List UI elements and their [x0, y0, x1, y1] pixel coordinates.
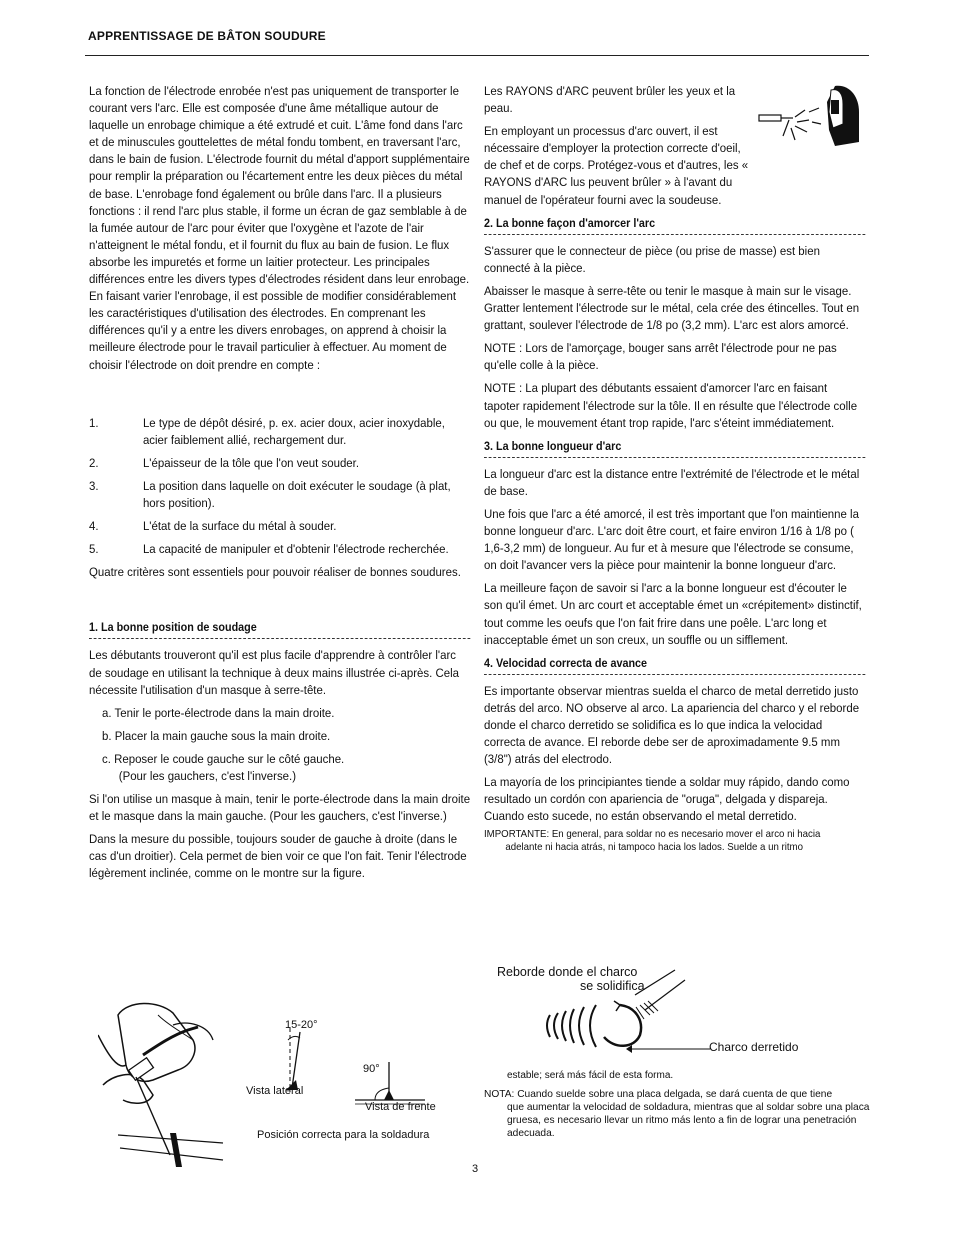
step-c-text: c. Reposer le coude gauche sur le côté gauche.	[102, 751, 345, 766]
section-1-title: 1. La bonne position de soudage	[89, 621, 257, 635]
section-2-note: NOTE : Lors de l'amorçage, bouger sans arrêt l'électrode pour ne pas qu'elle colle à la pièce.	[484, 341, 837, 373]
section-3-paragraph: La longueur d'arc est la distance entre l'extrémité de l'électrode et le métal de base.	[484, 466, 860, 498]
arc-rays-warning-icon	[757, 82, 862, 152]
page-header: APPRENTISSAGE DE BÂTON SOUDURE	[88, 29, 326, 43]
bead-label-line-1: Reborde donde el charco	[497, 965, 638, 979]
section-2-paragraph: S'assurer que le connecteur de pièce (ou prise de masse) est bien connecté à la pièce.	[484, 243, 820, 275]
section-1-paragraph: Les débutants trouveront qu'il est plus facile d'apprendre à contrôler l'arc de soudage en utilisant la technique à deux mains illustrée ci-après. Cela nécessite l'utilisation d'un masque à serre-tête.	[89, 648, 459, 697]
bead-label-2: se solidifica	[580, 979, 645, 993]
pool-label: Charco derretido	[709, 1040, 799, 1054]
section-1-rule	[89, 638, 470, 639]
step-a: a. Tenir le porte-électrode dans la main droite.	[102, 705, 335, 720]
list-text: Le type de dépôt désiré, p. ex. acier doux, acier inoxydable, acier faiblement allié, rechargement dur.	[142, 415, 445, 447]
list-text: La position dans laquelle on doit exécuter le soudage (à plat, hors position).	[142, 478, 451, 510]
section-4-paragraph: Es importante observar mientras suelda el charco de metal derretido justo detrás del arco. NO observe al arco. La apariencia del charco y el reborde donde el charco derretido se solidifica es lo que indica la velocidad correcta de avance. El reborde debe ser de aproximadamente 9.5 mm (3/8") atrás del electrodo.	[484, 683, 860, 767]
section-1-paragraph: Dans la mesure du possible, toujours souder de gauche à droite (dans le cas d'un droitier). Cela permet de bien voir ce que l'on fait. Tenir l'électrode légèrement inclinée, comme on le montre sur la figure.	[89, 832, 467, 881]
degree-label: 90°	[363, 1063, 380, 1075]
section-2-note: NOTE : La plupart des débutants essaient d'amorcer l'arc en faisant tapoter rapidement l'électrode sur la tôle. Il en résulte que l'électrode colle ou que, le mouvement étant trop rapide, l'arc s'éteint immédiatement.	[484, 381, 858, 430]
list-number: 3.	[89, 478, 99, 493]
important-note-end	[507, 1069, 673, 1082]
section-2-rule	[484, 234, 865, 235]
important-line-3: estable; será más fácil de esta forma.	[507, 1070, 674, 1081]
list-item	[89, 415, 470, 449]
header-rule	[85, 55, 869, 56]
criteria-paragraph: Quatre critères sont essentiels pour pouvoir réaliser de bonnes soudures.	[89, 565, 461, 580]
front-view-label: Vista de frente	[365, 1101, 436, 1113]
step-c-note: (Pour les gauchers, c'est l'inverse.)	[118, 769, 297, 783]
section-3-paragraph: La meilleure façon de savoir si l'arc a la bonne longueur est d'écouter le son qu'il émet. Un arc court et acceptable émet un «crépitement» distinctif, tout comme les oeufs que l'on fait frire dans une poêle. L'arc long et inacceptable émet un son creux, un souffle ou un sifflement.	[484, 581, 862, 647]
nota-line-1: NOTA: Cuando suelde sobre una placa delgada, se dará cuenta de que tiene	[484, 1089, 833, 1100]
section-3-title: 3. La bonne longueur d'arc	[484, 439, 622, 453]
section-4-rule	[484, 674, 865, 675]
list-item	[89, 478, 470, 512]
side-view-label: Vista lateral	[246, 1085, 304, 1097]
step-c	[89, 751, 470, 785]
nota-line-2: que aumentar la velocidad de soldadura, mientras que al soldar sobre una placa gruesa, es necesario llevar un ritmo más lento a fin de lograr una penetración adecuada.	[507, 1102, 870, 1139]
step-b: b. Placer la main gauche sous la main droite.	[102, 728, 331, 743]
nota-note	[484, 1088, 874, 1140]
welding-hand-illustration	[98, 995, 228, 1170]
important-line-1: IMPORTANTE: En general, para soldar no es necesario mover el arco ni hacia	[484, 828, 821, 840]
list-text: L'épaisseur de la tôle que l'on veut souder.	[142, 455, 360, 470]
intro-paragraph: La fonction de l'électrode enrobée n'est pas uniquement de transporter le courant vers l'arc. Elle est composée d'une âme métallique autour de laquelle un enrobage chimique a été extrudé et cuit. L'âme fond dans l'arc et de minuscules gouttelettes de métal fondu tombent, en traversant l'arc, dans le bain de fusion. L'électrode fournit du métal d'apport supplémentaire pour remplir la préparation ou l'écartement entre les deux pièces du métal de base. L'enrobage fond également ou brûle dans l'arc. Il a plusieurs fonctions : il rend l'arc plus stable, il forme un écran de gaz semblable à de la fumée autour de l'arc pour éviter que l'oxygène et l'azote de l'air n'atteignent le métal fondu, et il fournit du flux au bain de fusion. Le flux absorbe les impuretés et forme un laitier protecteur. Les principales différences entre les divers types d'électrodes résident dans leur enrobage. En faisant varier l'enrobage, il est possible de modifier considérablement les caractéristiques d'utilisation des électrodes. En comprenant les différences qu'il y a entre les divers enrobages, on apprend à choisir la meilleure électrode pour le travail particulier à effectuer. Au moment de choisir l'électrode on doit prendre en compte :	[89, 84, 470, 372]
important-line-2: adelante ni hacia atrás, ni tampoco hacia los lados. Suelde a un ritmo	[505, 841, 803, 853]
list-item	[89, 541, 470, 558]
arc-rays-paragraph: En employant un processus d'arc ouvert, il est nécessaire d'employer la protection correcte d'oeil, de chef et de corps. Protégez-vous et d'autres, les « RAYONS d'ARC lus peuvent brûler » à l'avant du manuel de l'opérateur fourni avec la soudeuse.	[484, 124, 749, 207]
page-number: 3	[472, 1163, 479, 1175]
list-number: 2.	[89, 455, 99, 470]
list-item	[89, 455, 470, 472]
figure-caption: Posición correcta para la soldadura	[257, 1129, 430, 1141]
left-column	[89, 83, 470, 889]
arc-rays-warning: Les RAYONS d'ARC peuvent brûler les yeux et la peau.	[484, 84, 736, 116]
list-item	[89, 518, 470, 535]
section-3-rule	[484, 457, 865, 458]
criteria-list	[89, 415, 470, 559]
list-number: 4.	[89, 519, 99, 534]
important-note	[484, 828, 865, 854]
list-number: 5.	[89, 542, 99, 557]
right-column	[484, 83, 865, 854]
list-number: 1.	[89, 415, 99, 430]
section-3-paragraph: Une fois que l'arc a été amorcé, il est très important que l'on maintienne la bonne longueur d'arc. L'arc doit être court, et faire environ 1/16 à 1/8 po ( 1,6-3,2 mm) de longueur. Au fur et à mesure que l'électrode se consume, on doit l'avancer vers la pièce pour maintenir la bonne longueur d'arc.	[484, 506, 859, 573]
section-1-paragraph: Si l'on utilise un masque à main, tenir le porte-électrode dans la main droite et le masque dans la main gauche. (Pour les gauchers, c'est l'inverse.)	[89, 792, 471, 824]
section-2-paragraph: Abaisser le masque à serre-tête ou tenir le masque à main sur le visage. Gratter lentement l'électrode sur le métal, cela crée des étincelles. Tout en grattant, soulever l'électrode de 1/8 po (3,2 mm). L'arc est alors amorcé.	[484, 283, 860, 333]
steps-list	[89, 705, 470, 785]
section-4-title: 4. Velocidad correcta de avance	[484, 656, 648, 670]
section-2-title: 2. La bonne façon d'amorcer l'arc	[484, 216, 656, 230]
angle-label: 15-20°	[285, 1019, 318, 1031]
weld-pool-diagram	[540, 965, 715, 1065]
section-4-paragraph: La mayoría de los principiantes tiende a soldar muy rápido, dando como resultado un cordón con apariencia de "oruga", delgada y dispareja. Cuando esto sucede, no están observando el metal derretido.	[484, 775, 850, 824]
list-text: L'état de la surface du métal à souder.	[142, 519, 337, 534]
list-text: La capacité de manipuler et d'obtenir l'électrode recherchée.	[142, 542, 449, 557]
